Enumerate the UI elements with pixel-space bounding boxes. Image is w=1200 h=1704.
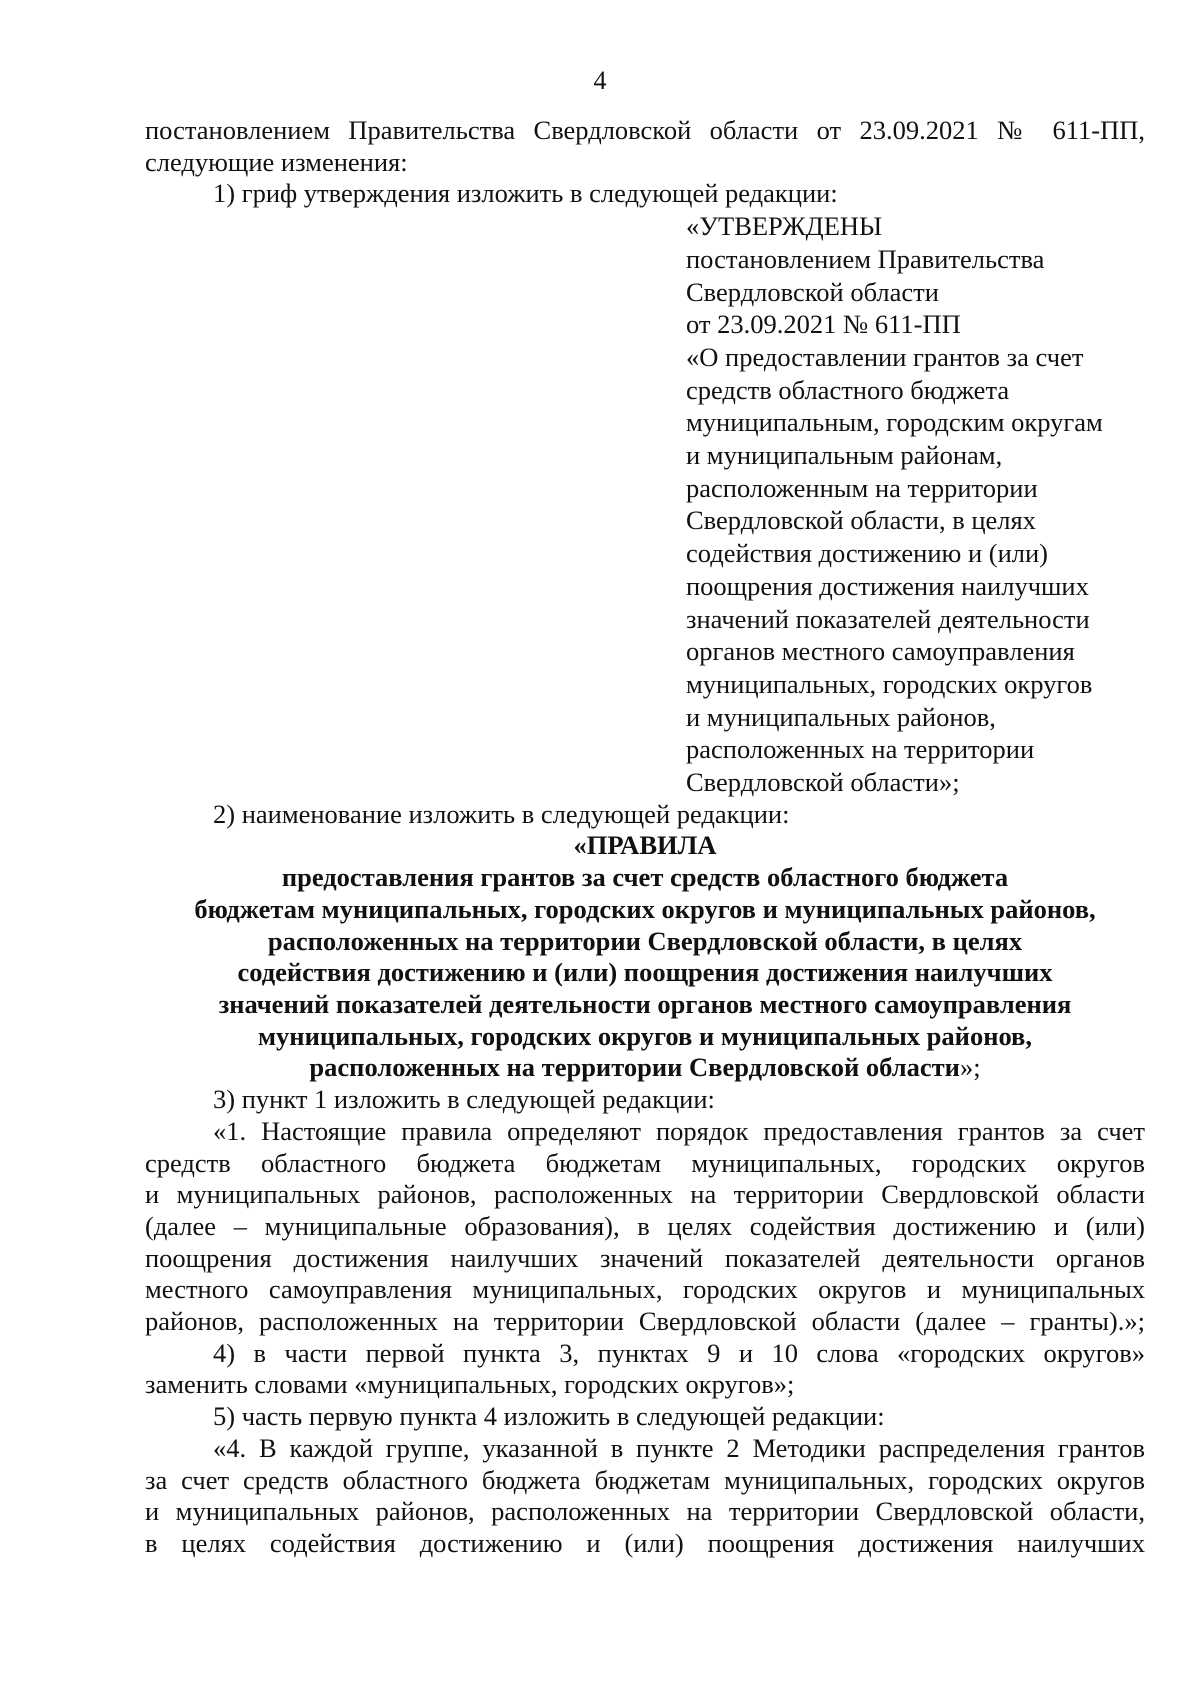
item-5-line: за счет средств областного бюджета бюджетам муниципальных, городских округов [145,1464,1145,1495]
rules-title-last-tail: »; [959,1052,981,1083]
document-body [145,115,1145,1560]
item-2: 2) наименование изложить в следующей редакции: [213,798,790,829]
approval-line: Свердловской области»; [686,767,960,798]
approval-line: органов местного самоуправления [686,636,1075,667]
approval-line: Свердловской области, в целях [686,505,1036,536]
item-3: 3) пункт 1 изложить в следующей редакции: [213,1084,715,1115]
approval-line: муниципальных, городских округов [686,668,1093,699]
rules-title-line: значений показателей деятельности органов местного самоуправления [218,988,1072,1019]
page-number: 4 [593,66,607,95]
intro-line-1: постановлением Правительства Свердловской области от 23.09.2021 № 611-ПП, [145,115,1145,145]
approval-line: расположенных на территории [686,734,1035,765]
item-3-line: «1. Настоящие правила определяют порядок предоставления грантов за счет [213,1115,1145,1146]
item-5: 5) часть первую пункта 4 изложить в следующей редакции: [213,1401,885,1432]
item-3-line: местного самоуправления муниципальных, городских округов и муниципальных [145,1274,1145,1305]
approval-line: и муниципальных районов, [686,701,996,732]
approval-line: и муниципальным районам, [686,440,1003,471]
item-3-line: (далее – муниципальные образования), в целях содействия достижению и (или) [145,1210,1145,1241]
item-3-line: и муниципальных районов, расположенных на территории Свердловской области [145,1179,1145,1210]
approval-line: муниципальным, городским округам [686,407,1103,438]
item-5-line: и муниципальных районов, расположенных на территории Свердловской области, [145,1496,1145,1527]
item-4-line: 4) в части первой пункта 3, пунктах 9 и 10 слова «городских округов» [213,1337,1145,1368]
rules-title-line: бюджетам муниципальных, городских округов и муниципальных районов, [194,893,1096,924]
approval-line: поощрения достижения наилучших [686,570,1089,601]
approval-stamp [145,210,1145,799]
approval-line: от 23.09.2021 № 611-ПП [686,309,961,340]
item-1: 1) гриф утверждения изложить в следующей редакции: [213,178,838,209]
approval-line: постановлением Правительства [686,243,1045,274]
item-4-line: заменить словами «муниципальных, городских округов»; [145,1369,795,1400]
intro-line-2: следующие изменения: [145,146,408,177]
item-5-line: в целях содействия достижению и (или) поощрения достижения наилучших [145,1527,1145,1558]
rules-heading: «ПРАВИЛА [573,830,717,861]
approval-line: значений показателей деятельности [686,603,1090,634]
approval-line: «УТВЕРЖДЕНЫ [686,211,883,242]
rules-title-line: содействия достижению и (или) поощрения достижения наилучших [237,957,1053,988]
item-3-line: средств областного бюджета бюджетам муниципальных, городских округов [145,1147,1145,1178]
approval-line: содействия достижению и (или) [686,538,1048,569]
approval-line: средств областного бюджета [686,374,1010,405]
rules-title-line: предоставления грантов за счет средств областного бюджета [281,862,1009,893]
rules-title-line: расположенных на территории Свердловской области, в целях [267,925,1023,956]
approval-line: расположенным на территории [686,472,1038,503]
rules-title-last-bold: расположенных на территории Свердловской области [309,1052,960,1083]
item-5-line: «4. В каждой группе, указанной в пункте 2 Методики распределения грантов [213,1432,1145,1463]
item-3-line: районов, расположенных на территории Свердловской области (далее – гранты).»; [145,1306,1145,1337]
rules-title-line: муниципальных, городских округов и муниципальных районов, [258,1020,1032,1051]
rules-title-last-line [145,1052,1145,1084]
approval-line: Свердловской области [686,276,939,307]
approval-line: «О предоставлении грантов за счет [686,341,1084,372]
item-3-line: поощрения достижения наилучших значений показателей деятельности органов [145,1242,1145,1273]
rules-title [145,830,1145,1084]
